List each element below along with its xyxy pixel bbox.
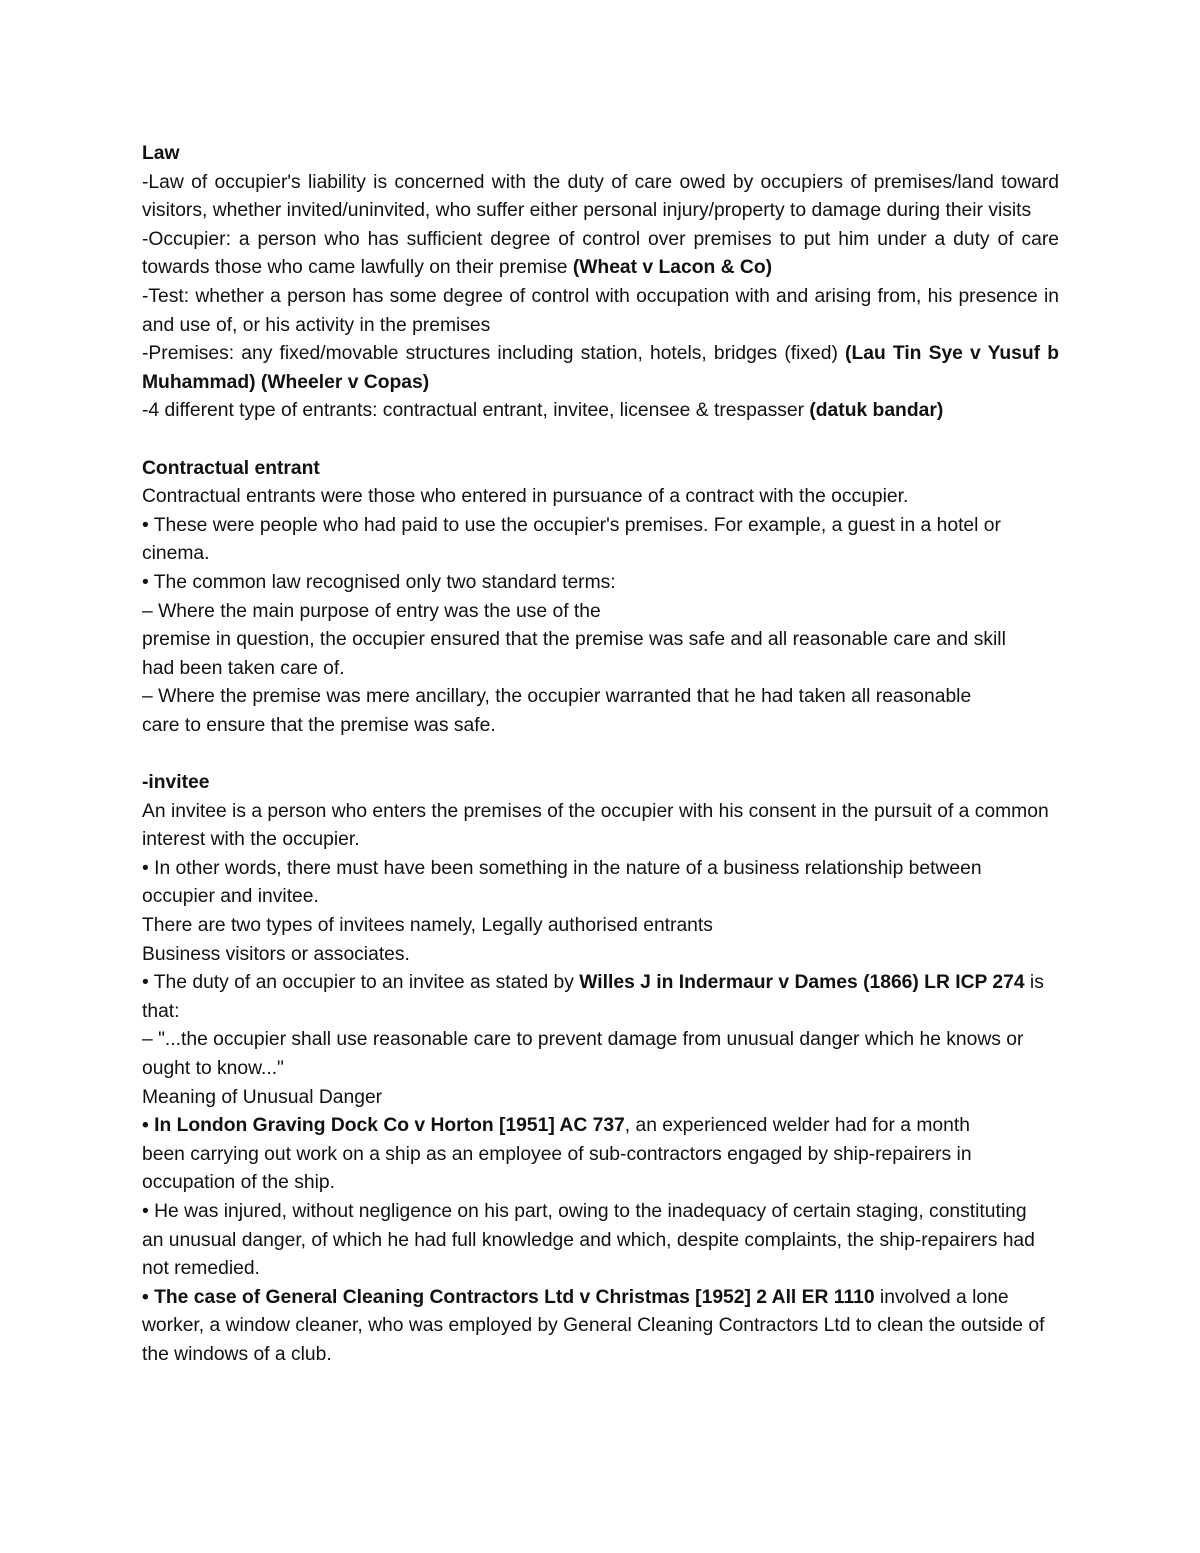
law-heading: Law: [142, 143, 180, 164]
section-spacer: [142, 426, 1059, 455]
law-paragraph-5: [142, 397, 1059, 426]
case-citation: • The case of General Cleaning Contractors Ltd v Christmas [1952] 2 All ER 1110: [142, 1286, 875, 1308]
contractual-line: premise in question, the occupier ensured that the premise was safe and all reasonable care and skill had been taken care of.: [142, 629, 1006, 679]
case-citation: Willes J in Indermaur v Dames (1866) LR ICP 274: [579, 972, 1025, 994]
law-paragraph-4: [142, 340, 1059, 397]
contractual-line: – Where the premise was mere ancillary, the occupier warranted that he had taken all reasonable care to ensure that the premise was safe.: [142, 686, 972, 736]
invitee-line: • The case of General Cleaning Contractors Ltd v Christmas [1952] 2 All ER 1110 involved a lone worker, a window cleaner, who was employed by General Cleaning Contractors Ltd to clean the outside of the windows of a club.: [142, 1286, 1045, 1365]
case-citation: (Wheat v Lacon & Co): [572, 257, 773, 279]
case-citation: (datuk bandar): [809, 400, 944, 422]
occupier-definition: -Occupier: a person who has sufficient degree of control over premises to put him under a duty of care towards those who came lawfully on their premise: [142, 228, 1059, 279]
invitee-line: There are two types of invitees namely, Legally authorised entrants: [142, 915, 713, 937]
contractual-line: • The common law recognised only two standard terms:: [142, 571, 616, 593]
invitee-line: • In London Graving Dock Co v Horton [1951] AC 737, an experienced welder had for a month been carrying out work on a ship as an employee of sub-contractors engaged by ship-repairers in occupation of the ship.: [142, 1115, 972, 1194]
invitee-line: • The duty of an occupier to an invitee as stated by Willes J in Indermaur v Dames (1866) LR ICP 274 is that:: [142, 972, 1044, 1022]
invitee-line: Business visitors or associates.: [142, 943, 410, 965]
law-paragraph-2: [142, 226, 1059, 283]
contractual-heading: Contractual entrant: [142, 457, 320, 479]
invitee-line: – "...the occupier shall use reasonable care to prevent damage from unusual danger which he knows or ought to know...": [142, 1029, 1024, 1079]
case-citation: • In London Graving Dock Co v Horton [1951] AC 737: [142, 1115, 625, 1137]
invitee-line: An invitee is a person who enters the premises of the occupier with his consent in the pursuit of a common interest with the occupier.: [142, 800, 1049, 851]
case-citation: (Lau Tin Sye v Yusuf b Muhammad) (Wheeler v Copas): [142, 343, 1059, 393]
premises-definition: -Premises: any fixed/movable structures including station, hotels, bridges (fixed): [142, 343, 846, 365]
document-page: [142, 140, 1059, 1370]
section-spacer: [142, 740, 1059, 769]
invitee-heading: -invitee: [142, 772, 210, 794]
contractual-line: Contractual entrants were those who entered in pursuance of a contract with the occupier.: [142, 486, 909, 508]
contractual-line: • These were people who had paid to use the occupier's premises. For example, a guest in a hotel or cinema.: [142, 514, 1001, 565]
contractual-line: – Where the main purpose of entry was the use of the: [142, 600, 601, 622]
invitee-line: • In other words, there must have been something in the nature of a business relationship between occupier and invitee.: [142, 857, 982, 908]
invitee-line: • He was injured, without negligence on his part, owing to the inadequacy of certain staging, constituting an unusual danger, of which he had full knowledge and which, despite complaints, the ship-repairers had not remedied.: [142, 1200, 1035, 1280]
entrant-types: -4 different type of entrants: contractual entrant, invitee, licensee & trespasser: [142, 400, 810, 422]
law-paragraph-1: -Law of occupier's liability is concerned with the duty of care owed by occupiers of premises/land toward visitors, whether invited/uninvited, who suffer either personal injury/property to damage during their visits: [142, 171, 1059, 222]
law-paragraph-3: -Test: whether a person has some degree of control with occupation with and arising from, his presence in and use of, or his activity in the premises: [142, 285, 1059, 336]
invitee-line: Meaning of Unusual Danger: [142, 1086, 383, 1108]
